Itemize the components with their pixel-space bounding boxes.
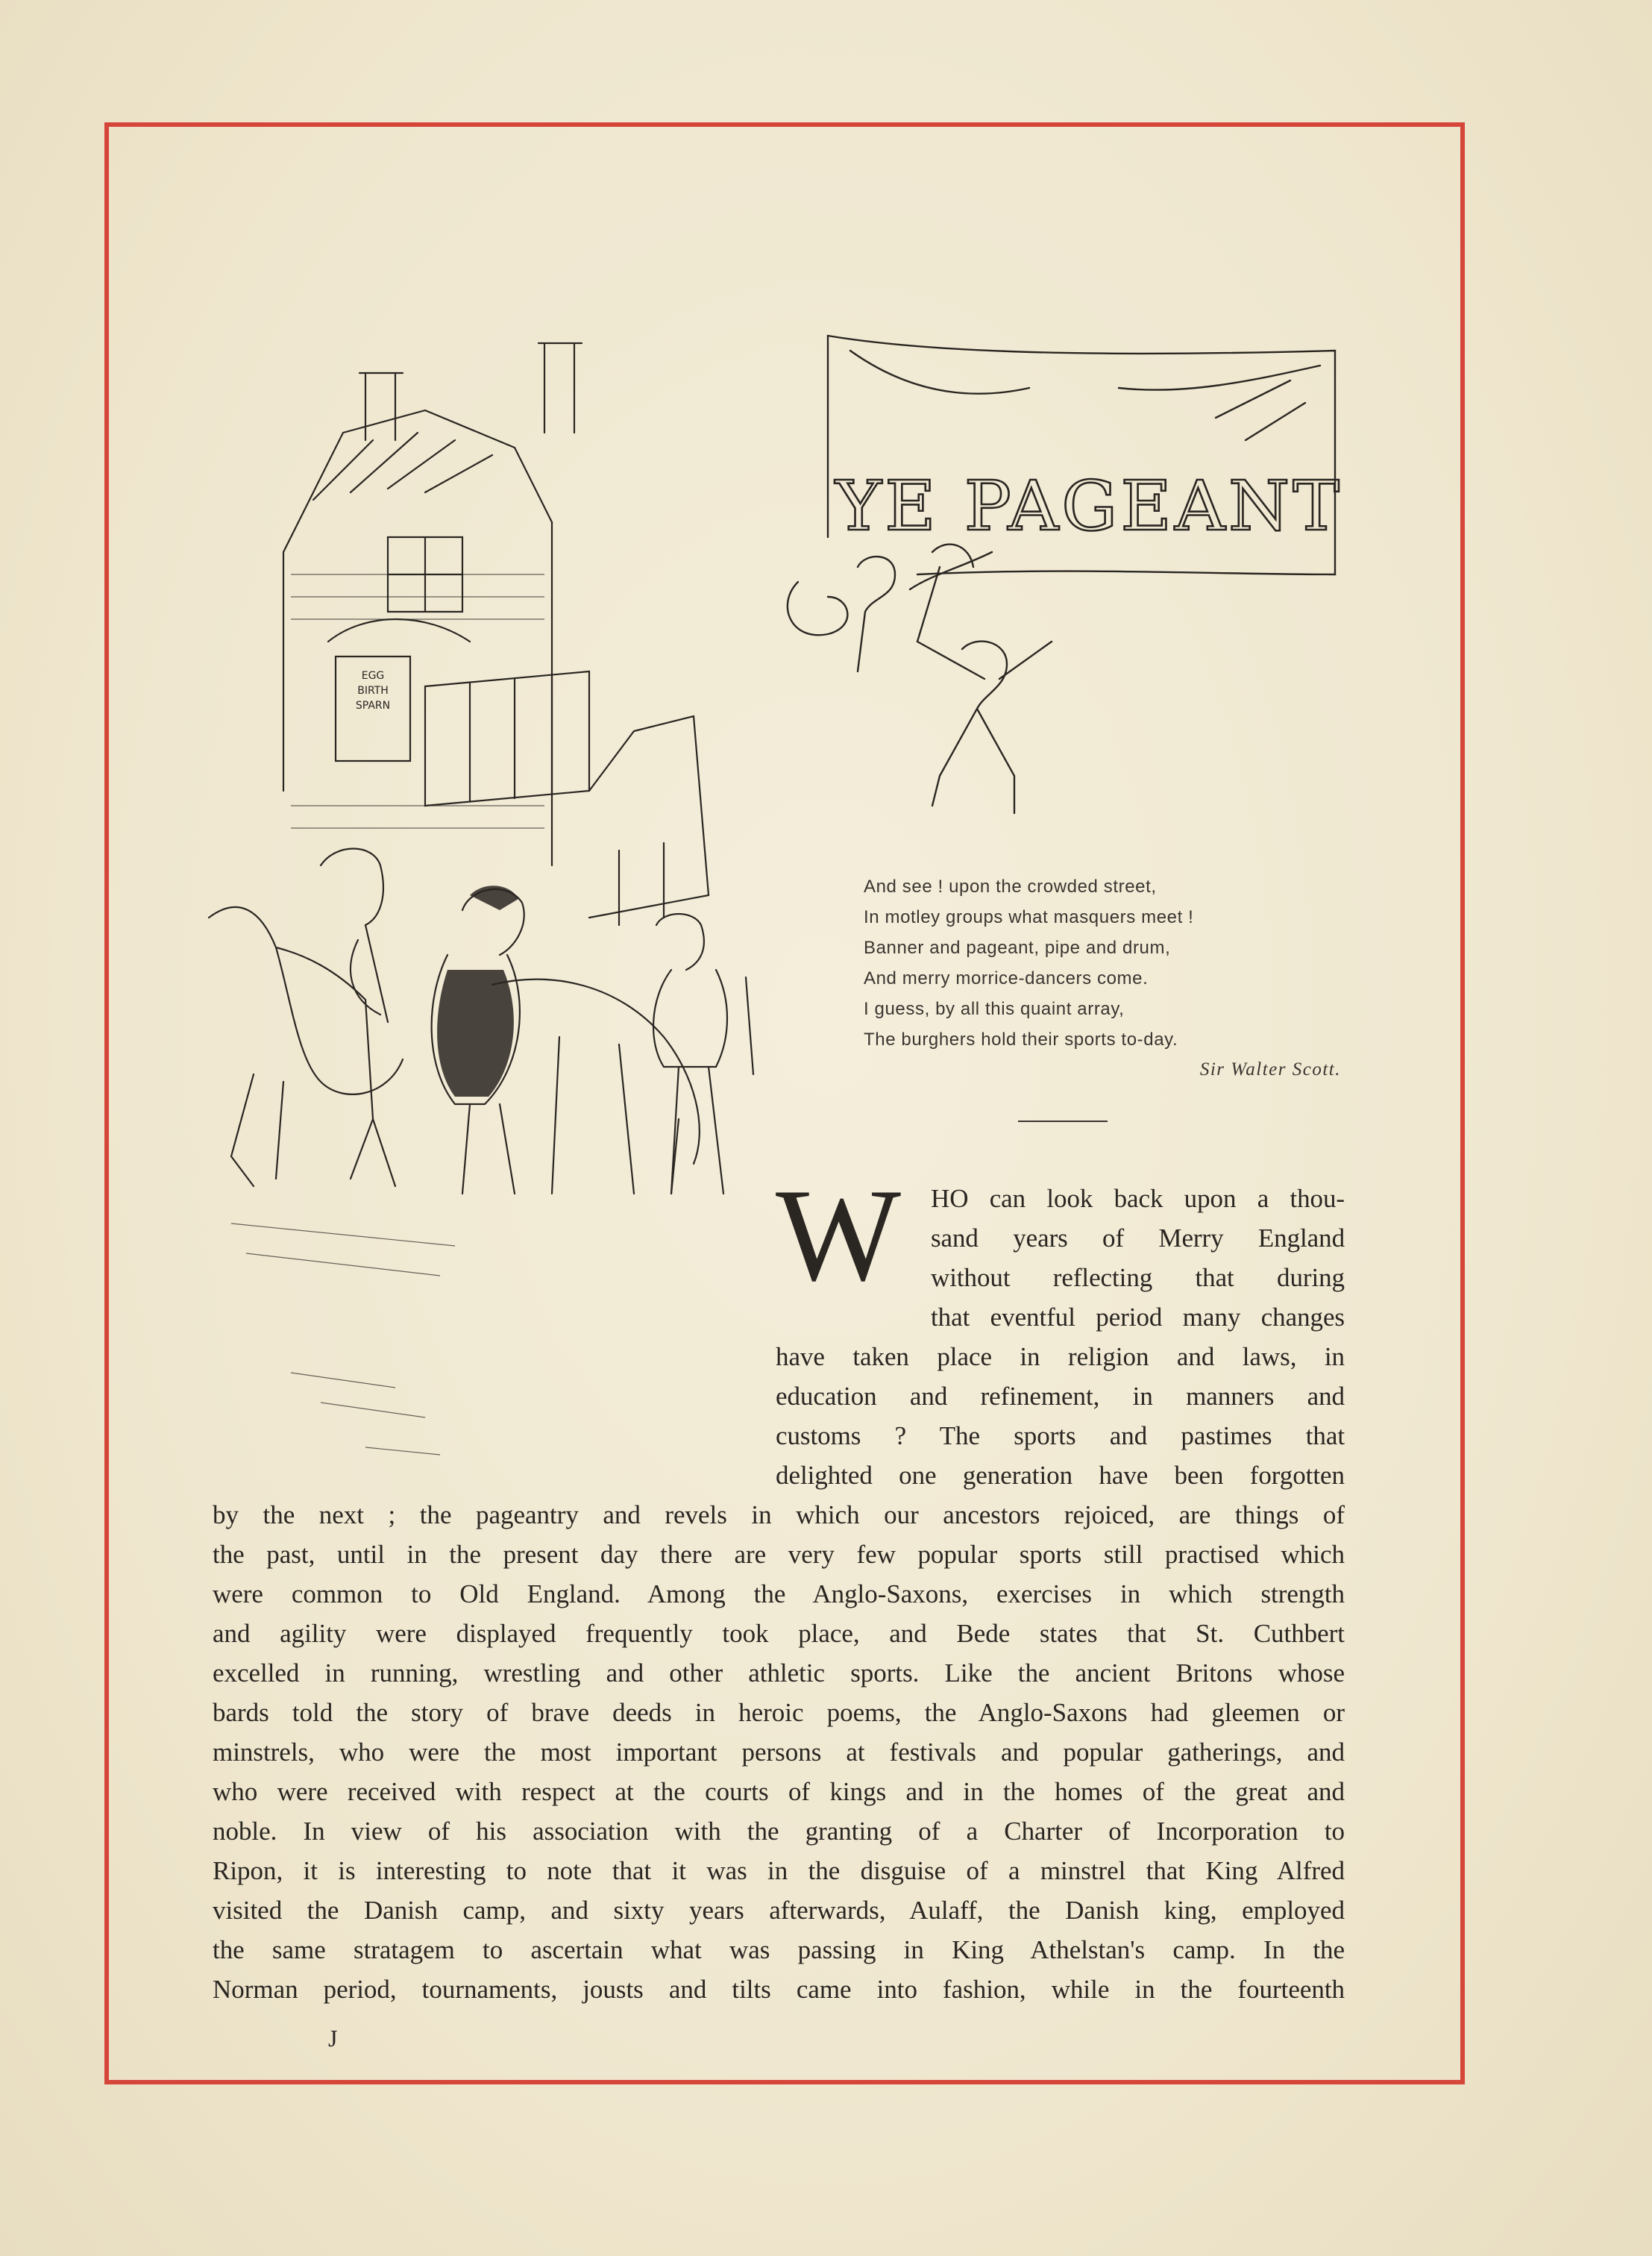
verse-line: In motley groups what masquers meet ! <box>864 907 1194 927</box>
street-scene-illustration <box>201 328 798 1492</box>
body-line: excelled in running, wrestling and other athletic sports. Like the ancient Britons whose <box>213 1658 1345 1688</box>
body-line: have taken place in religion and laws, in <box>776 1342 1345 1371</box>
body-line: were common to Old England. Among the Anglo-Saxons, exercises in which strength <box>213 1579 1345 1608</box>
body-line: delighted one generation have been forgotten <box>776 1461 1345 1490</box>
body-line: Ripon, it is interesting to note that it was in the disguise of a minstrel that King Alfred <box>213 1856 1345 1885</box>
body-line: who were received with respect at the courts of kings and in the homes of the great and <box>213 1777 1345 1806</box>
title-banner-art <box>768 328 1350 850</box>
verse-line: And see ! upon the crowded street, <box>864 877 1157 897</box>
body-line: customs ? The sports and pastimes that <box>776 1421 1345 1450</box>
verse-line: The burghers hold their sports to-day. <box>864 1030 1178 1050</box>
body-line: bards told the story of brave deeds in heroic poems, the Anglo-Saxons had gleemen or <box>213 1698 1345 1727</box>
body-line: and agility were displayed frequently took place, and Bede states that St. Cuthbert <box>213 1619 1345 1648</box>
drop-cap: W <box>776 1161 902 1309</box>
section-divider <box>1018 1121 1108 1122</box>
body-line: the past, until in the present day there are very few popular sports still practised which <box>213 1540 1345 1569</box>
verse-line: Banner and pageant, pipe and drum, <box>864 938 1171 958</box>
body-line: by the next ; the pageantry and revels in which our ancestors rejoiced, are things of <box>213 1500 1345 1529</box>
body-line: education and refinement, in manners and <box>776 1382 1345 1411</box>
verse-block <box>864 871 1341 1085</box>
title-text: YE PAGEANT <box>833 466 1342 546</box>
svg-text:EGG: EGG <box>361 670 385 682</box>
svg-text:BIRTH: BIRTH <box>357 685 389 697</box>
verse-attribution: Sir Walter Scott. <box>1199 1059 1341 1080</box>
verse-line: I guess, by all this quaint array, <box>864 999 1125 1019</box>
body-line: the same stratagem to ascertain what was passing in King Athelstan's camp. In the <box>213 1935 1345 1964</box>
verse-line: And merry morrice-dancers come. <box>864 968 1149 988</box>
body-line: minstrels, who were the most important persons at festivals and popular gatherings, and <box>213 1738 1345 1767</box>
body-line: without reflecting that during <box>931 1263 1345 1292</box>
body-line: sand years of Merry England <box>931 1223 1345 1253</box>
body-line: visited the Danish camp, and sixty years afterwards, Aulaff, the Danish king, employed <box>213 1896 1345 1925</box>
body-line: HO can look back upon a thou- <box>931 1184 1345 1213</box>
body-line: noble. In view of his association with the granting of a Charter of Incorporation to <box>213 1817 1345 1846</box>
body-line: Norman period, tournaments, jousts and tilts came into fashion, while in the fourteenth <box>213 1975 1345 2004</box>
signature-mark: J <box>328 2025 338 2052</box>
body-line: that eventful period many changes <box>931 1303 1345 1332</box>
svg-text:SPARN: SPARN <box>355 700 391 712</box>
